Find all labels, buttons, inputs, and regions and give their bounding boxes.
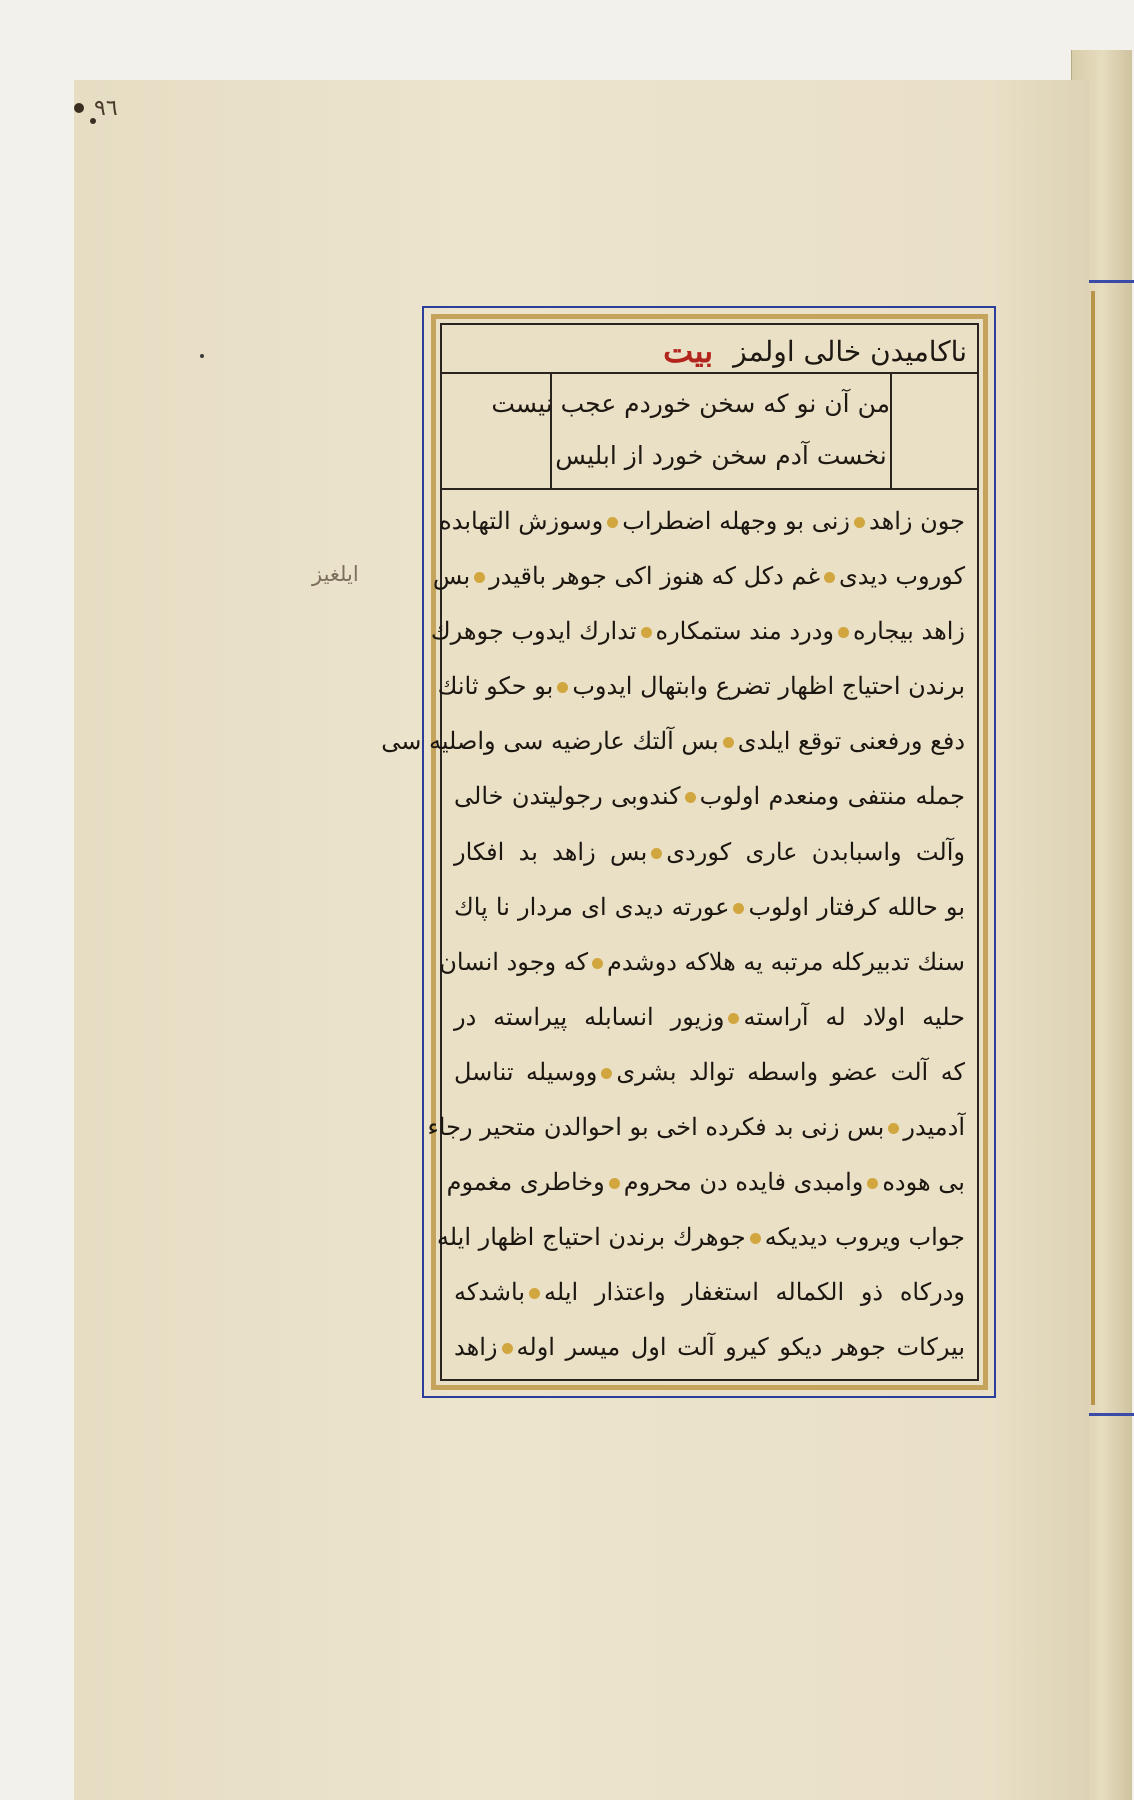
gold-punctuation-dot xyxy=(867,1178,878,1189)
gold-punctuation-dot xyxy=(529,1288,540,1299)
text-line xyxy=(430,604,965,659)
adjacent-page-frame xyxy=(1082,280,1134,1416)
text-segment: جوهرك برندن احتياج اظهار ايله xyxy=(436,1223,746,1252)
verse-line: من آن نو كه سخن خوردم عجب نيست xyxy=(491,389,890,418)
text-segment: زاهد xyxy=(454,1333,498,1362)
heading-divider xyxy=(440,372,979,374)
text-line xyxy=(446,1155,965,1210)
text-segment: بس xyxy=(432,562,471,591)
folio-ink-mark xyxy=(74,103,84,113)
text-segment: كه وجود انسان xyxy=(439,947,589,976)
text-segment: وخاطرى مغموم xyxy=(446,1168,605,1197)
text-segment: بو حكو ثانك xyxy=(437,672,554,701)
gold-punctuation-dot xyxy=(838,627,849,638)
text-line xyxy=(436,1210,965,1265)
text-segment: تدارك ايدوب جوهرك xyxy=(430,617,637,646)
gold-punctuation-dot xyxy=(609,1178,620,1189)
text-segment: آدميدر xyxy=(903,1113,965,1142)
gold-punctuation-dot xyxy=(557,682,568,693)
gold-punctuation-dot xyxy=(651,848,662,859)
verse-line: نخست آدم سخن خورد از ابليس xyxy=(555,441,887,470)
text-line xyxy=(427,1100,965,1155)
text-segment: زاهد بيجاره xyxy=(852,617,965,646)
text-segment: جمله منتفى ومنعدم اولوب xyxy=(699,782,965,811)
text-segment: ووسيله تناسل xyxy=(454,1057,598,1086)
text-line xyxy=(439,935,965,990)
gold-punctuation-dot xyxy=(474,572,485,583)
text-segment: بو حالله كرفتار اولوب xyxy=(748,892,965,921)
text-segment: ودركاه ذو الكماله استغفار واعتذار ايله xyxy=(544,1278,965,1307)
gold-punctuation-dot xyxy=(685,792,696,803)
text-line xyxy=(432,549,965,604)
text-segment: دفع ورفعنى توقع ايلدى xyxy=(737,727,965,756)
gold-punctuation-dot xyxy=(607,517,618,528)
text-segment: غم دكل كه هنوز اكى جوهر باقيدر xyxy=(489,562,821,591)
gold-punctuation-dot xyxy=(728,1013,739,1024)
text-segment: وسوزش التهابده xyxy=(439,507,604,535)
gold-punctuation-dot xyxy=(723,737,734,748)
text-segment: كه آلت عضو واسطه توالد بشرى xyxy=(616,1057,965,1086)
body-text xyxy=(381,494,971,1376)
text-segment: جواب ويروب ديديكه xyxy=(764,1223,965,1252)
folio-number: ٩٦ xyxy=(94,96,118,121)
gold-punctuation-dot xyxy=(750,1233,761,1244)
text-segment: سنك تدبيركله مرتبه يه هلاكه دوشدم xyxy=(607,947,965,976)
text-segment: عورته ديدى اى مردار نا پاك xyxy=(454,892,730,921)
text-segment: حليه اولاد له آراسته xyxy=(743,1002,966,1031)
verse-right-rule xyxy=(890,372,892,488)
gold-punctuation-dot xyxy=(733,903,744,914)
text-segment: جون زاهد xyxy=(869,507,965,535)
margin-note: ايلغيز xyxy=(312,562,359,586)
text-segment: بيركات جوهر ديكو كيرو آلت اول ميسر اوله xyxy=(516,1333,965,1362)
text-line xyxy=(454,769,965,824)
text-segment: باشدكه xyxy=(454,1278,525,1307)
text-segment: كندوبى رجوليتدن خالى xyxy=(454,782,681,811)
text-segment: بس زاهد بد افكار xyxy=(454,837,648,866)
gold-punctuation-dot xyxy=(641,627,652,638)
text-segment: ودرد مند ستمكاره xyxy=(655,617,834,646)
gold-punctuation-dot xyxy=(502,1343,513,1354)
gold-punctuation-dot xyxy=(592,958,603,969)
text-line xyxy=(439,494,965,549)
text-segment: كوروب ديدى xyxy=(839,562,965,591)
text-segment: بس آلتك عارضيه سى واصليه سى xyxy=(381,727,719,756)
verse-panel xyxy=(491,378,890,486)
text-segment: برندن احتياج اظهار تضرع وابتهال ايدوب xyxy=(572,672,965,701)
text-segment: زنى بو وجهله اضطراب xyxy=(622,507,850,535)
gold-punctuation-dot xyxy=(824,572,835,583)
text-segment: وامبدى فايده دن محروم xyxy=(623,1168,864,1197)
text-line xyxy=(381,714,965,769)
heading-label: بيت xyxy=(663,332,714,370)
gold-punctuation-dot xyxy=(854,517,865,528)
text-line xyxy=(454,825,965,880)
text-line xyxy=(437,659,965,714)
text-segment: بس زنى بد فكرده اخى بو احوالدن متحير رجاء xyxy=(427,1113,885,1142)
text-segment: وآلت واسبابدن عارى كوردى xyxy=(666,837,966,866)
verse-divider xyxy=(440,488,979,490)
text-line xyxy=(454,1265,965,1320)
text-segment: بى هوده xyxy=(882,1168,965,1197)
ink-speck xyxy=(200,354,204,358)
text-line xyxy=(454,880,965,935)
section-heading xyxy=(444,331,975,371)
text-line xyxy=(454,990,965,1045)
gold-punctuation-dot xyxy=(601,1068,612,1079)
text-line xyxy=(454,1320,965,1375)
text-line xyxy=(454,1045,965,1100)
gold-punctuation-dot xyxy=(888,1123,899,1134)
heading-text: ناكاميدن خالى اولمز xyxy=(733,334,967,368)
text-segment: وزيور انسابله پيراسته در xyxy=(454,1002,725,1031)
